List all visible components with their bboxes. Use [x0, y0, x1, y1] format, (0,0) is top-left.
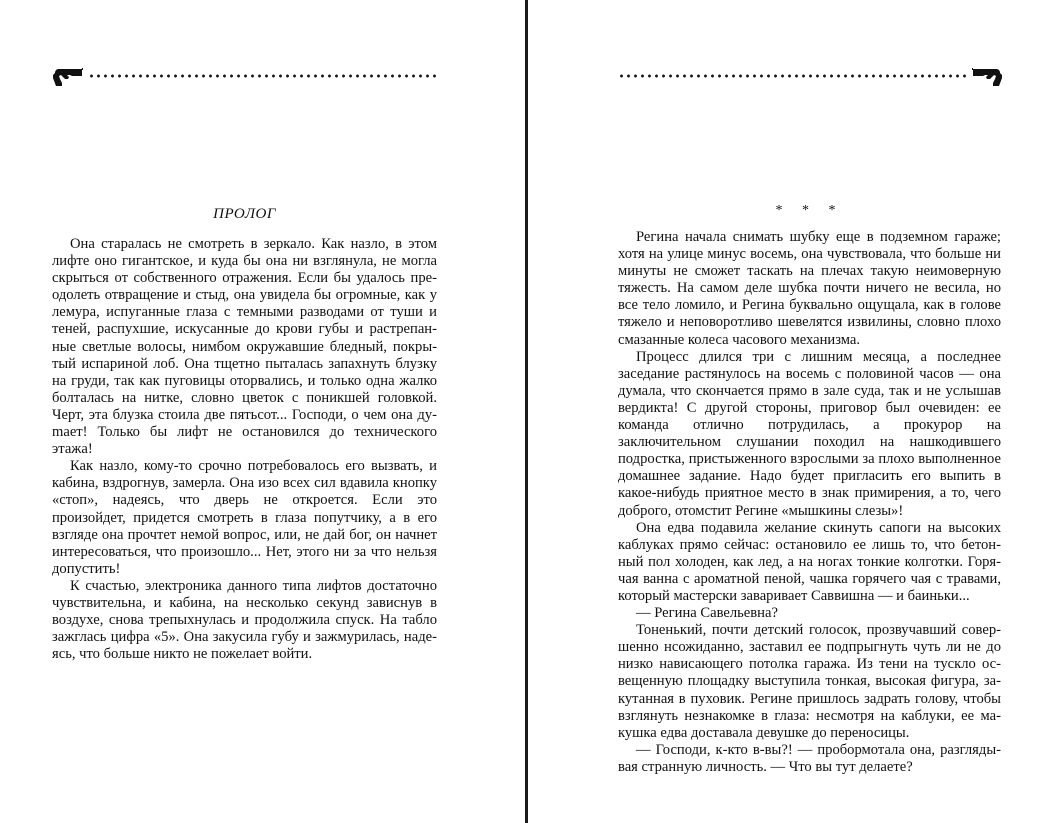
paragraph: К счастью, электроника данного типа лифтов достаточно чувствительна, и кабина, на несколько секунд зависнув в воздухе, снова трепыхнулась и продолжила спуск. На табло зажглась цифра «5». Она закусила губу и зажмурилась, надеясь, что больше никто не пожелает войти.: [52, 577, 437, 663]
paragraph: Она старалась не смотреть в зеркало. Как назло, в этом лифте оно гигантское, и куда бы она ни взглянула, не могла скрыться от собственного отражения. Если бы удалось преодолеть отвращение и стыд, она увидела бы огромные, как у лемура, испуганные глаза с темными разводами от туши и теней, распухшие, искусанные до крови губы и растрепанные светлые волосы, нимбом окружавшие бледный, покрытый испариной лоб. Она тщетно пыталась запахнуть блузку на груди, так как пуговицы оторвались, и только одна жалко болталась на нитке, словно цветок с поникшей головкой. Черт, эта блузка стоила две пятьсот... Господи, о чем она дуmает! Только бы лифт не остановился до технического этажа!: [52, 236, 437, 458]
left-header-ornament: [52, 66, 440, 88]
paragraph: — Господи, к-кто в-вы?! — пробормотала она, разглядывая странную личность. — Что вы тут делаете?: [618, 741, 1001, 775]
paragraph: Она едва подавила желание скинуть сапоги на высоких каблуках прямо сейчас: остановило ее лишь то, что бетонный пол холоден, как лед, а на ногах тонкие колготки. Горячая ванна с ароматной пеной, чашка горячего чая с травами, который мастерски заваривает Саввишна — и баиньки...: [618, 519, 1001, 604]
paragraph: Процесс длился три с лишним месяца, а последнее заседание растянулось на восемь с половиной часов — она думала, что скончается прямо в зале суда, так и не услышав вердикта! С другой стороны, приговор был очевиден: ее команда отлично потрудилась, а прокурор на заключительном слушании походил на нашкодившего подростка, пристыженного взрослыми за плохо выполненное домашнее задание. Надо будет пригласить его выпить в какое-нибудь приятное место в знак примирения, а то, чего доброго, отомстит Регине «мышкины слезы»!: [618, 348, 1001, 519]
paragraph: Регина начала снимать шубку еще в подземном гараже; хотя на улице минус восемь, она чувствовала, что больше ни минуты не сможет таскать на плечах такую неимоверную тяжесть. На самом деле шубка почти ничего не весила, но все тело ломило, и Регина буквально ощущала, как в голове тяжело и неповоротливо шевелятся извилины, словно плохо смазанные колеса часового механизма.: [618, 229, 1001, 348]
dotted-rule: [88, 74, 440, 78]
revolver-icon: [52, 66, 84, 88]
paragraph: Как назло, кому-то срочно потребовалось его вызвать, и кабина, вздрогнув, замерла. Она изо всех сил вдавила кнопку «стоп», надеясь, что дверь не откроется. Если это произойдет, придется смотреть в глаза попутчику, а в его взгляде она прочтет немой вопрос, или, не дай бог, он начнет интересоваться, что произошло... Нет, этого ни за что нельзя допустить!: [52, 458, 437, 577]
book-spine: [525, 0, 528, 823]
section-separator: * * *: [775, 203, 844, 218]
left-page-body: [52, 236, 437, 663]
revolver-icon: [971, 66, 1003, 88]
dotted-rule: [618, 74, 967, 78]
paragraph: Тоненький, почти детский голосок, прозвучавший совершенно нсожиданно, заставил ее подпрыгнуть чуть ли не до низко нависающего потолка гаража. Из тени на тускло освещенную площадку выступила тонкая, высокая фигура, закутанная в пуховик. Регине пришлось задрать голову, чтобы взглянуть незнакомке в глаза: несмотря на каблуки, ее макушка едва доставала девушке до переносицы.: [618, 622, 1001, 741]
chapter-title: ПРОЛОГ: [213, 206, 276, 222]
paragraph: — Регина Савельевна?: [636, 605, 778, 622]
right-page-body: [618, 229, 1001, 776]
right-header-ornament: [618, 66, 1003, 88]
